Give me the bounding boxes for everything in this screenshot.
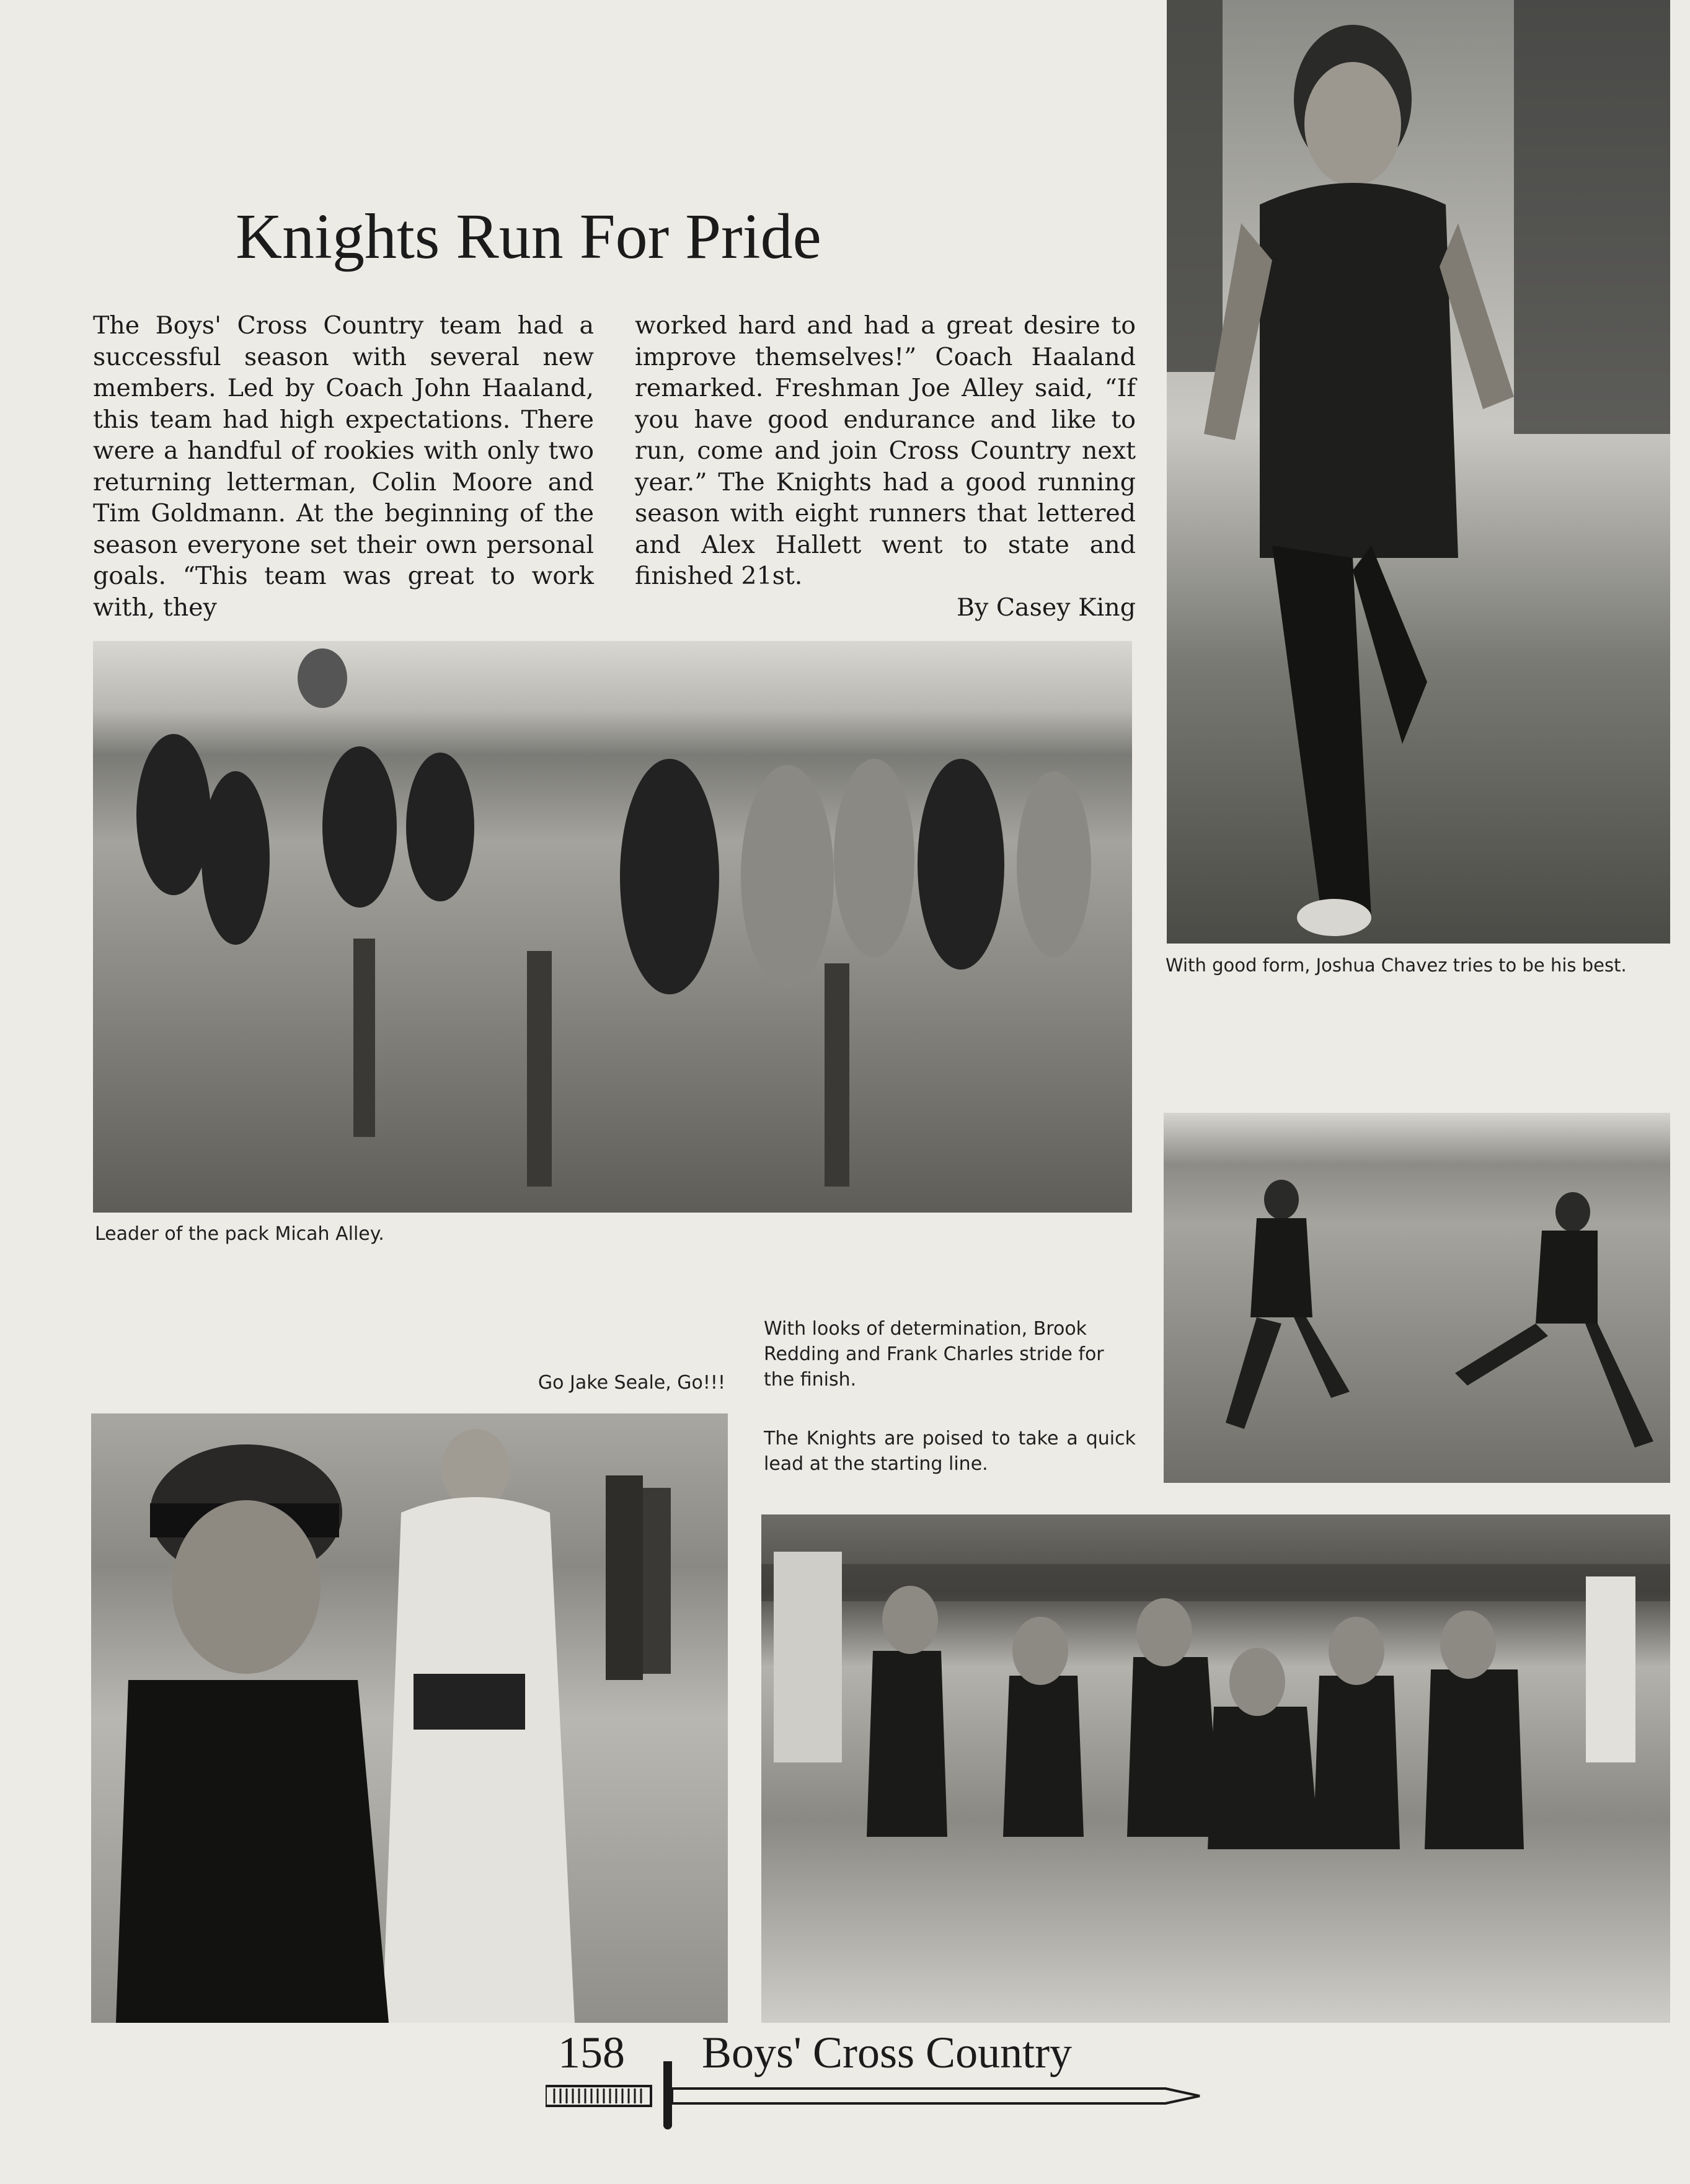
photo-leader-of-pack xyxy=(93,641,1132,1213)
photo-joshua-chavez xyxy=(1167,0,1670,944)
photo-starting-line xyxy=(761,1514,1670,2023)
article-title: Knights Run For Pride xyxy=(236,201,821,272)
photo-jake-seale xyxy=(91,1413,728,2023)
byline: By Casey King xyxy=(956,593,1136,622)
sword-icon xyxy=(546,2061,1203,2129)
caption-chavez: With good form, Joshua Chavez tries to be his best. xyxy=(1166,955,1627,976)
article-column-1 xyxy=(93,310,594,623)
article-text-1: The Boys' Cross Country team had a successful season with several new members. Led by Coach John Haaland, this team had high expectations. There were a handful of rookies with only two returning letterman, Colin Moore and Tim Goldmann. At the beginning of the season everyone set their own personal goals. “This team was great to work with, they xyxy=(93,311,594,622)
photo-redding-charles xyxy=(1164,1113,1670,1483)
section-name: Boys' Cross Country xyxy=(702,2028,1073,2077)
page-number: 158 xyxy=(558,2028,625,2077)
article-text-2: worked hard and had a great desire to improve themselves!” Coach Haaland remarked. Freshman Joe Alley said, “If you have good endurance and like to run, come and join Cross Country next year.” The Knights had a good running season with eight runners that lettered and Alex Hallett went to state and finished 21st. xyxy=(635,311,1136,590)
caption-redding-charles: With looks of determination, Brook Redding and Frank Charles stride for the finish. xyxy=(764,1318,1104,1390)
article-column-2 xyxy=(635,310,1136,623)
caption-starting-line: The Knights are poised to take a quick lead at the starting line. xyxy=(764,1428,1136,1475)
caption-leader-of-pack: Leader of the pack Micah Alley. xyxy=(95,1223,384,1245)
caption-jake-seale: Go Jake Seale, Go!!! xyxy=(538,1372,725,1394)
